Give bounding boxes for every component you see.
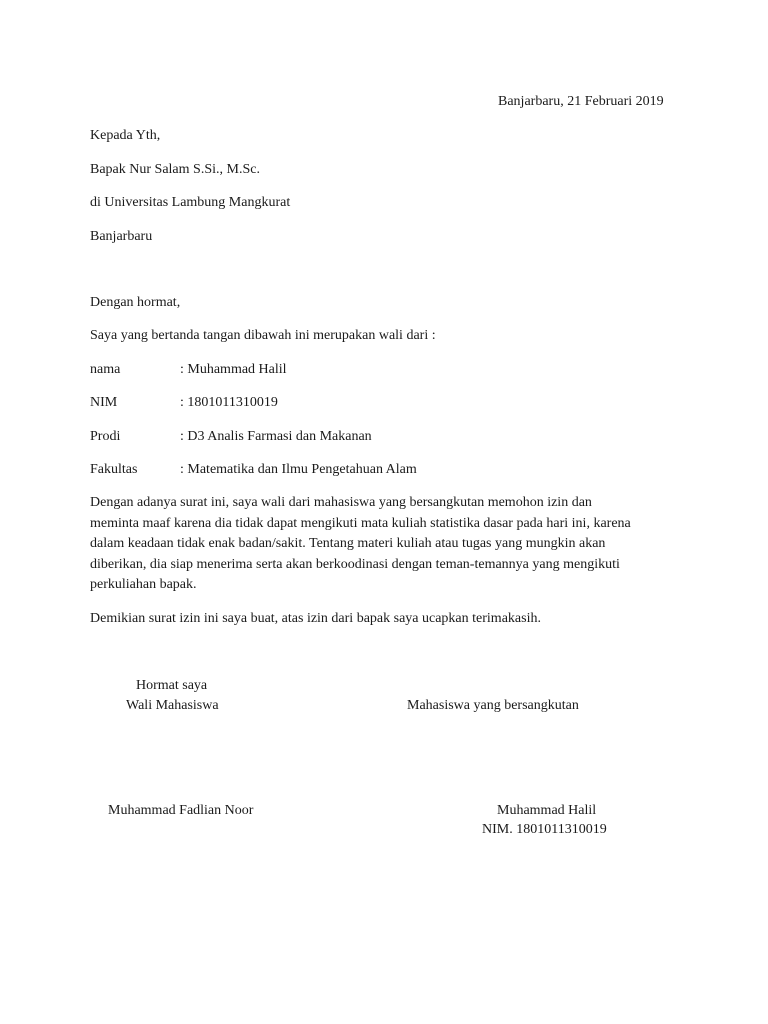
body-line: dalam keadaan tidak enak badan/sakit. Tentang materi kuliah atau tugas yang mungkin akan [90, 536, 606, 551]
left-role: Wali Mahasiswa [126, 698, 219, 713]
recipient-name: Bapak Nur Salam S.Si., M.Sc. [90, 162, 260, 177]
left-regards: Hormat saya [136, 678, 208, 693]
intro-text: Saya yang bertanda tangan dibawah ini merupakan wali dari : [90, 328, 436, 343]
field-value-nim: : 1801011310019 [180, 395, 278, 410]
field-label-nim: NIM [90, 395, 118, 410]
body-line: perkuliahan bapak. [90, 577, 197, 592]
right-signer-id: NIM. 1801011310019 [482, 822, 607, 837]
recipient-city: Banjarbaru [90, 229, 153, 244]
field-value-prodi: : D3 Analis Farmasi dan Makanan [180, 429, 372, 444]
field-label-nama: nama [90, 362, 121, 377]
body-paragraph [90, 493, 690, 596]
field-label-prodi: Prodi [90, 429, 121, 444]
body-line: Dengan adanya surat ini, saya wali dari mahasiswa yang bersangkutan memohon izin dan [90, 495, 592, 510]
closing-text: Demikian surat izin ini saya buat, atas izin dari bapak saya ucapkan terimakasih. [90, 611, 541, 626]
right-role: Mahasiswa yang bersangkutan [407, 698, 579, 713]
recipient-salutation: Kepada Yth, [90, 128, 161, 143]
recipient-institution: di Universitas Lambung Mangkurat [90, 195, 291, 210]
greeting: Dengan hormat, [90, 295, 181, 310]
field-value-nama: : Muhammad Halil [180, 362, 287, 377]
body-line: meminta maaf karena dia tidak dapat mengikuti mata kuliah statistika dasar pada hari ini, karena [90, 515, 631, 531]
left-signer-name: Muhammad Fadlian Noor [108, 803, 254, 818]
body-line: diberikan, dia siap menerima serta akan berkoodinasi dengan teman-temannya yang mengikuti [90, 556, 620, 572]
place-date: Banjarbaru, 21 Februari 2019 [498, 94, 664, 109]
field-value-fakultas: : Matematika dan Ilmu Pengetahuan Alam [180, 462, 417, 477]
right-signer-name: Muhammad Halil [497, 803, 597, 818]
field-label-fakultas: Fakultas [90, 462, 138, 477]
